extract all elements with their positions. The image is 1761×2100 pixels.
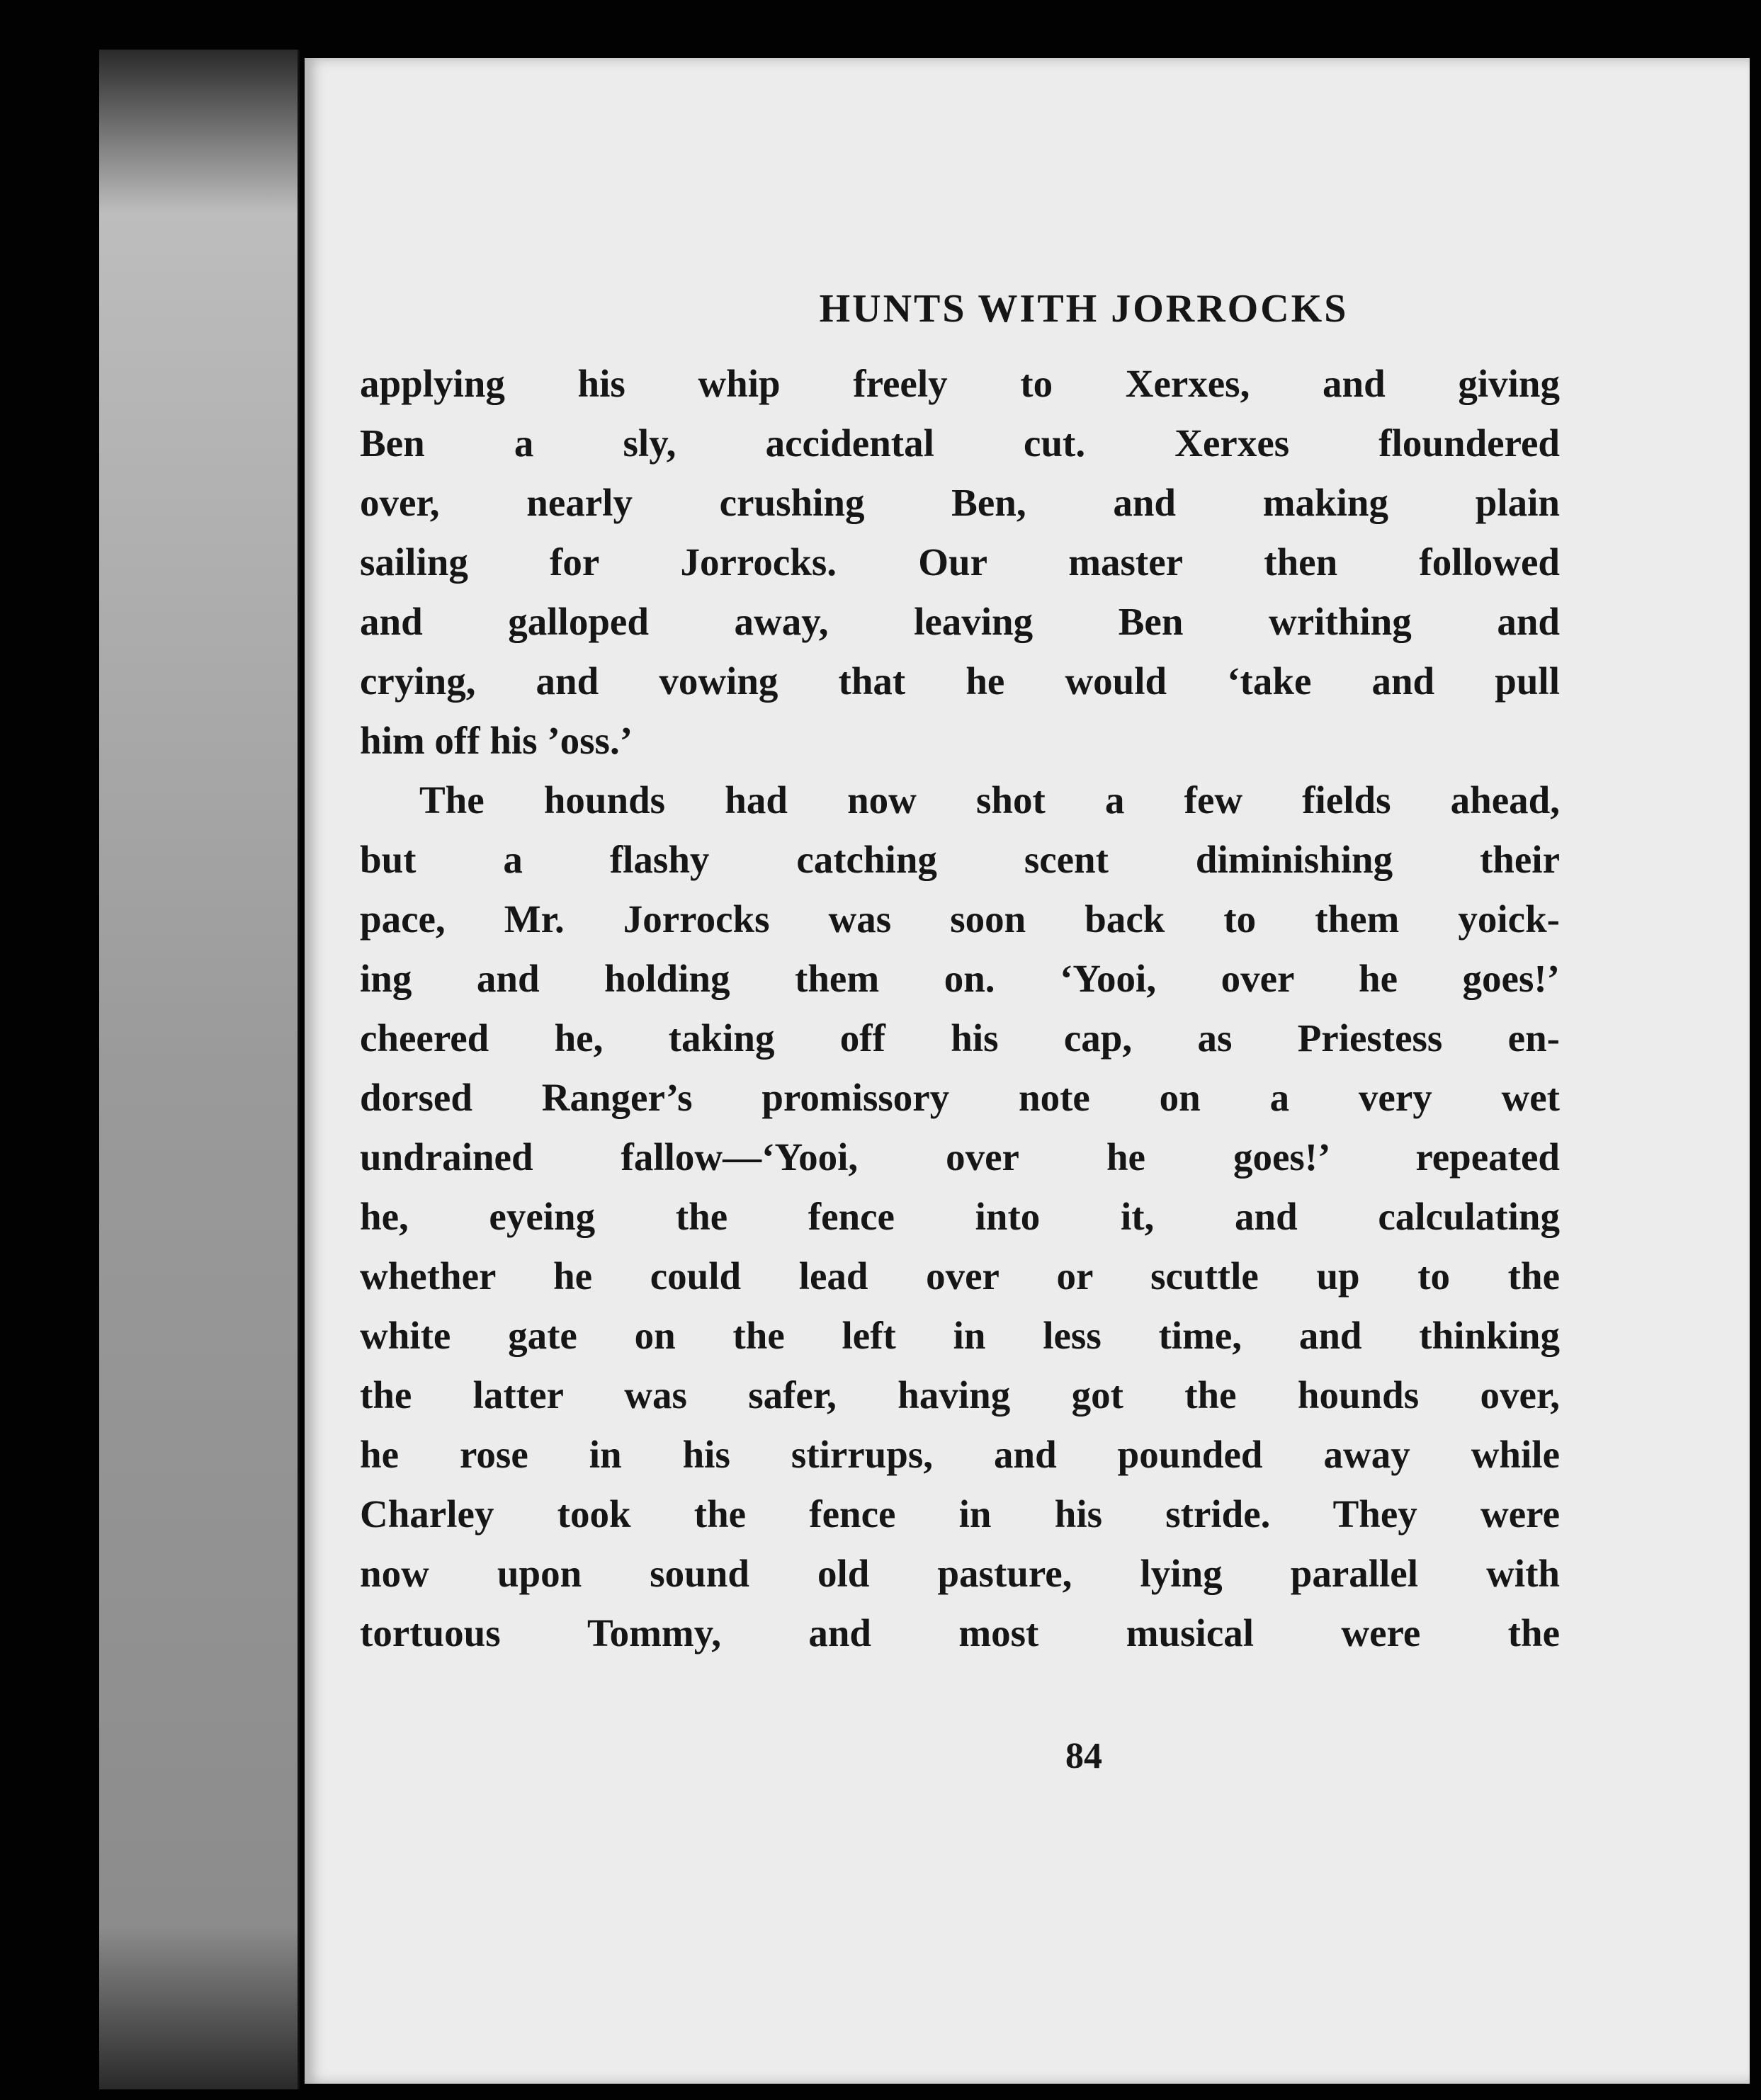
text-line: tortuous Tommy, and most musical were the	[360, 1611, 1560, 1655]
page-edge	[213, 50, 243, 2089]
page-edge	[241, 50, 271, 2089]
page-number: 84	[1065, 1736, 1102, 1776]
text-line: applying his whip freely to Xerxes, and giving	[360, 362, 1560, 405]
text-line: the latter was safer, having got the hounds over,	[360, 1373, 1560, 1417]
text-line: The hounds had now shot a few fields ahead,	[419, 778, 1560, 822]
text-line: cheered he, taking off his cap, as Priestess en-	[360, 1016, 1560, 1060]
text-line: crying, and vowing that he would ‘take and pull	[360, 659, 1560, 703]
text-line: white gate on the left in less time, and thinking	[360, 1314, 1560, 1357]
text-line: over, nearly crushing Ben, and making plain	[360, 481, 1560, 524]
page-edge	[128, 50, 158, 2089]
page-edge	[269, 50, 300, 2089]
text-line: dorsed Ranger’s promissory note on a very wet	[360, 1076, 1560, 1119]
text-line: sailing for Jorrocks. Our master then followed	[360, 540, 1560, 584]
body-text	[360, 354, 1560, 1663]
text-line: ing and holding them on. ‘Yooi, over he goes!’	[360, 957, 1560, 1000]
text-line: he, eyeing the fence into it, and calculating	[360, 1195, 1560, 1238]
text-line: pace, Mr. Jorrocks was soon back to them yoick-	[360, 897, 1560, 941]
page-edges	[99, 50, 312, 2089]
page-edge	[184, 50, 215, 2089]
page-edge	[156, 50, 186, 2089]
text-line: whether he could lead over or scuttle up to the	[360, 1254, 1560, 1298]
running-head: HUNTS WITH JORROCKS	[819, 287, 1349, 331]
text-line: now upon sound old pasture, lying parallel with	[360, 1552, 1560, 1595]
text-line: him off his ’oss.’	[360, 719, 633, 762]
page-edge	[99, 50, 130, 2089]
text-line: undrained fallow—‘Yooi, over he goes!’ repeated	[360, 1135, 1560, 1179]
text-line: Ben a sly, accidental cut. Xerxes floundered	[360, 421, 1560, 465]
text-line: and galloped away, leaving Ben writhing and	[360, 600, 1560, 643]
text-line: Charley took the fence in his stride. They were	[360, 1492, 1560, 1536]
text-line: but a flashy catching scent diminishing their	[360, 838, 1560, 881]
text-line: he rose in his stirrups, and pounded away while	[360, 1433, 1560, 1476]
